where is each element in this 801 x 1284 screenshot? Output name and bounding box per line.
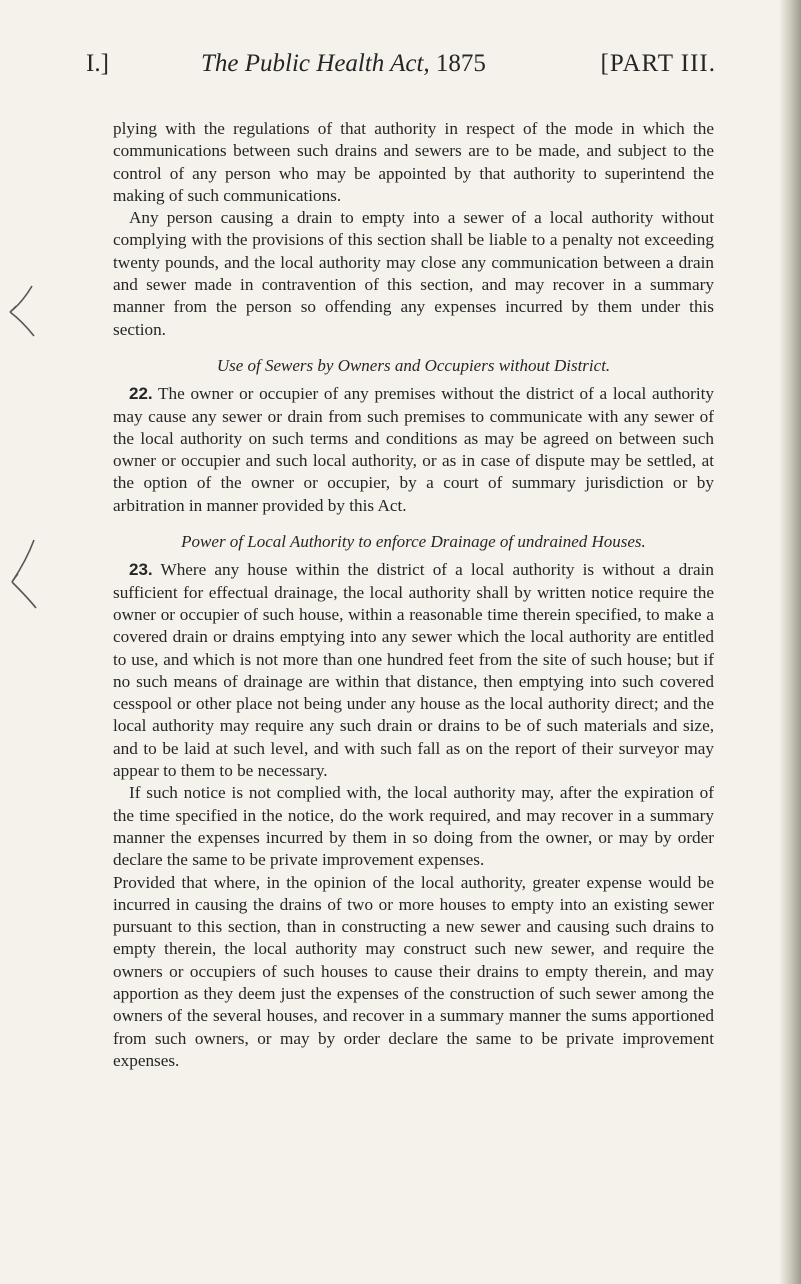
section-23-paragraph [113, 559, 714, 782]
section-22-text: The owner or occupier of any premises without the district of a local authority may cause any sewer or drain from such premises to communicate with any sewer of the local authority on such terms and conditions as may be agreed on between such owner or occupier and such local authority, or as in case of dispute may be settled, at the option of the owner or occupier, by a court of summary jurisdiction or by arbitration in manner provided by this Act. [113, 384, 714, 515]
body-text [113, 118, 714, 1072]
section-23-proviso-paragraph: Provided that where, in the opinion of the local authority, greater expense would be incurred in causing the drains of two or more houses to empty into an existing sewer pursuant to this section, than in constructing a new sewer and causing such drains to empty therein, the local authority may construct such new sewer, and require the owners or occupiers of such houses to cause their drains to empty therein, and may apportion as they deem just the expenses of the construction of such sewer among the owners of the several houses, and recover in a summary manner the sums apportioned from such owners, or may by order declare the same to be private improvement expenses. [113, 872, 714, 1070]
section-23-text: Where any house within the district of a local authority is without a drain sufficient for effectual drainage, the local authority shall by written notice require the owner or occupier of such house, within a reasonable time therein specified, to make a covered drain or drains emptying into any sewer which the local authority are entitled to use, and which is not more than one hundred feet from the site of such house; but if no such means of drainage are within that distance, then emptying into such covered cesspool or other place not being under any house as the local authority direct; and the local authority may require any such drain or drains to be of such materials and size, and to be laid at such level, and with such fall as on the report of their surveyor may appear to them to be necessary. [113, 560, 714, 781]
penalty-paragraph: Any person causing a drain to empty into a sewer of a local authority without complying with the provisions of this section shall be liable to a penalty not exceeding twenty pounds, and the local authority may close any communication between a drain and sewer made in contravention of this section, and may recover in a summary manner from the person so offending any expenses incurred by them under this section. [113, 208, 714, 339]
pencil-check-mark-icon [4, 538, 44, 612]
part-label: [PART III. [600, 50, 716, 77]
section-23-number: 23. [129, 560, 153, 580]
page-header [86, 50, 716, 90]
section-22-heading: Use of Sewers by Owners and Occupiers without District. [216, 355, 611, 375]
section-23-notice-paragraph: If such notice is not complied with, the local authority may, after the expiration of the time specified in the notice, do the work required, and may recover in a summary manner the expenses incurred by them in so doing from the owner, or may by order declare the same to be private improvement expenses. [113, 783, 714, 870]
running-title-text: The Public Health Act, [201, 50, 430, 77]
section-22-number: 22. [129, 384, 153, 404]
pencil-check-mark-icon [4, 282, 44, 342]
section-number: I.] [86, 50, 109, 77]
running-title-year: 1875 [435, 50, 486, 77]
section-23-heading: Power of Local Authority to enforce Drainage of undrained Houses. [181, 532, 646, 552]
section-22-paragraph [113, 383, 714, 517]
page-edge-shadow [779, 0, 801, 1284]
continuation-paragraph: plying with the regulations of that authority in respect of the mode in which the communications between such drains and sewers are to be made, and subject to the control of any person who may be appointed by that authority to superintend the making of such communications. [113, 119, 714, 205]
running-title [201, 50, 486, 78]
